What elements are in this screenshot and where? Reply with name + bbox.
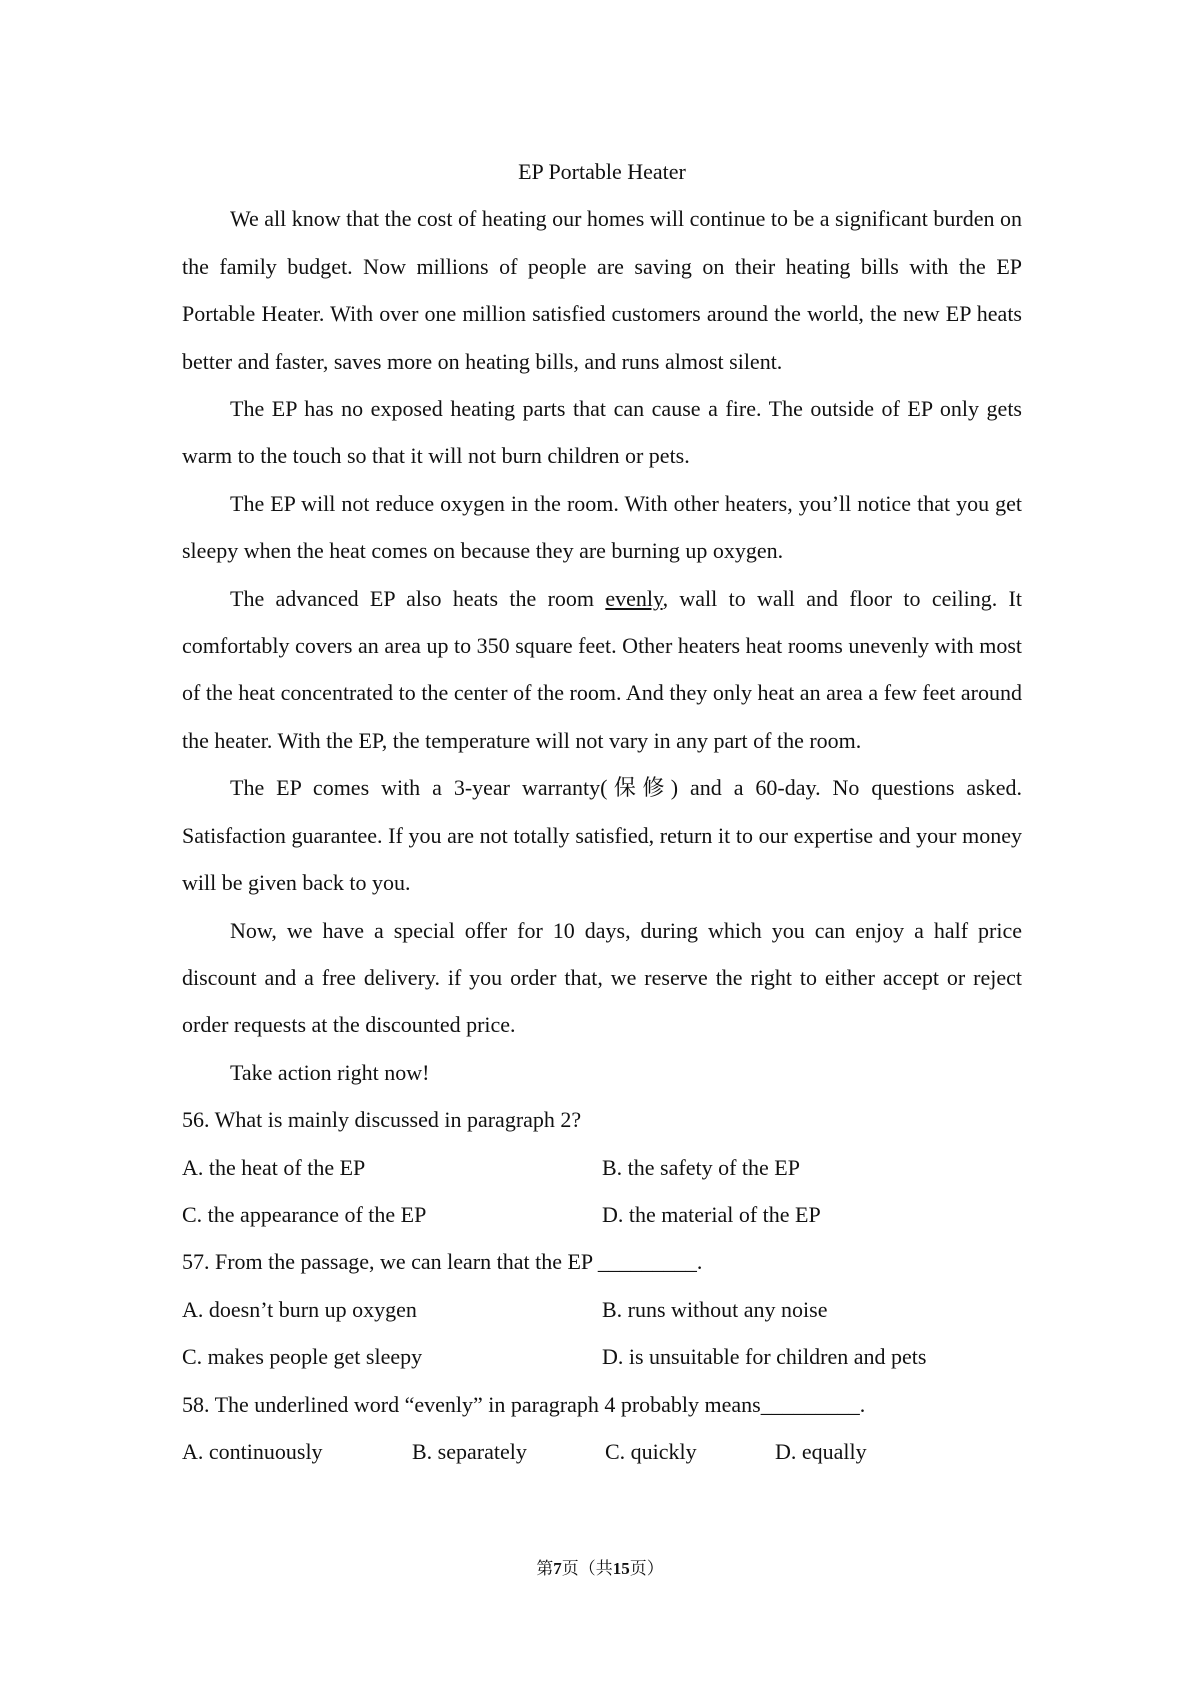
option-row: [182, 1286, 1022, 1333]
option-row: [182, 1428, 1022, 1475]
underlined-word-evenly: evenly: [605, 585, 663, 611]
option-b: B. separately: [412, 1438, 527, 1464]
option-d: D. is unsuitable for children and pets: [602, 1344, 927, 1370]
question-56: [182, 1096, 1022, 1238]
option-a: A. doesn’t burn up oxygen: [182, 1296, 417, 1322]
question-stem: 56. What is mainly discussed in paragraph 2?: [182, 1107, 582, 1133]
page-number: 7: [553, 1559, 562, 1578]
paragraph-2: The EP has no exposed heating parts that can cause a fire. The outside of EP only gets warm to the touch so that it will not burn children or pets.: [182, 396, 1022, 469]
option-row: [182, 1144, 1022, 1191]
option-row: [182, 1191, 1022, 1238]
reading-passage: [182, 148, 1022, 1475]
option-d: D. equally: [775, 1438, 867, 1464]
question-stem: 58. The underlined word “evenly” in paragraph 4 probably means_________.: [182, 1391, 866, 1417]
option-c: C. quickly: [605, 1438, 697, 1464]
option-c: C. makes people get sleepy: [182, 1344, 423, 1370]
option-a: A. continuously: [182, 1438, 323, 1464]
passage-title: EP Portable Heater: [518, 159, 686, 184]
option-c: C. the appearance of the EP: [182, 1201, 427, 1227]
question-58: [182, 1381, 1022, 1476]
footer-suffix: 页）: [629, 1559, 664, 1578]
footer-middle: 页（共: [561, 1559, 613, 1578]
option-d: D. the material of the EP: [602, 1201, 821, 1227]
question-stem: 57. From the passage, we can learn that the EP _________.: [182, 1249, 703, 1275]
option-row: [182, 1333, 1022, 1380]
footer-prefix: 第: [536, 1559, 554, 1578]
paragraph-7: Take action right now!: [230, 1059, 430, 1085]
paragraph-4-start: The advanced EP also heats the room: [230, 585, 606, 611]
total-pages: 15: [612, 1559, 630, 1578]
option-b: B. runs without any noise: [602, 1296, 828, 1322]
option-a: A. the heat of the EP: [182, 1154, 366, 1180]
question-57: [182, 1238, 1022, 1380]
paragraph-5: The EP comes with a 3-year warranty(保修) and a 60-day. No questions asked. Satisfaction guarantee. If you are not totally satisfied, return it to our expertise and your money will be given back to you.: [182, 775, 1022, 896]
option-b: B. the safety of the EP: [602, 1154, 800, 1180]
paragraph-1: We all know that the cost of heating our homes will continue to be a significant burden on the family budget. Now millions of people are saving on their heating bills with the EP Portable Heater. With over one million satisfied customers around the world, the new EP heats better and faster, saves more on heating bills, and runs almost silent.: [182, 206, 1022, 374]
paragraph-6: Now, we have a special offer for 10 days, during which you can enjoy a half price discount and a free delivery. if you order that, we reserve the right to either accept or reject order requests at the discounted price.: [182, 917, 1022, 1038]
page-footer: [0, 1558, 1200, 1580]
paragraph-4-rest: , wall to wall and floor to ceiling. It comfortably covers an area up to 350 square feet. Other heaters heat rooms unevenly with most of the heat concentrated to the center of the room. And they only heat an area a few feet around the heater. With the EP, the temperature will not vary in any part of the room.: [182, 585, 1022, 753]
paragraph-4: [182, 575, 1022, 765]
paragraph-3: The EP will not reduce oxygen in the room. With other heaters, you’ll notice that you get sleepy when the heat comes on because they are burning up oxygen.: [182, 490, 1022, 564]
